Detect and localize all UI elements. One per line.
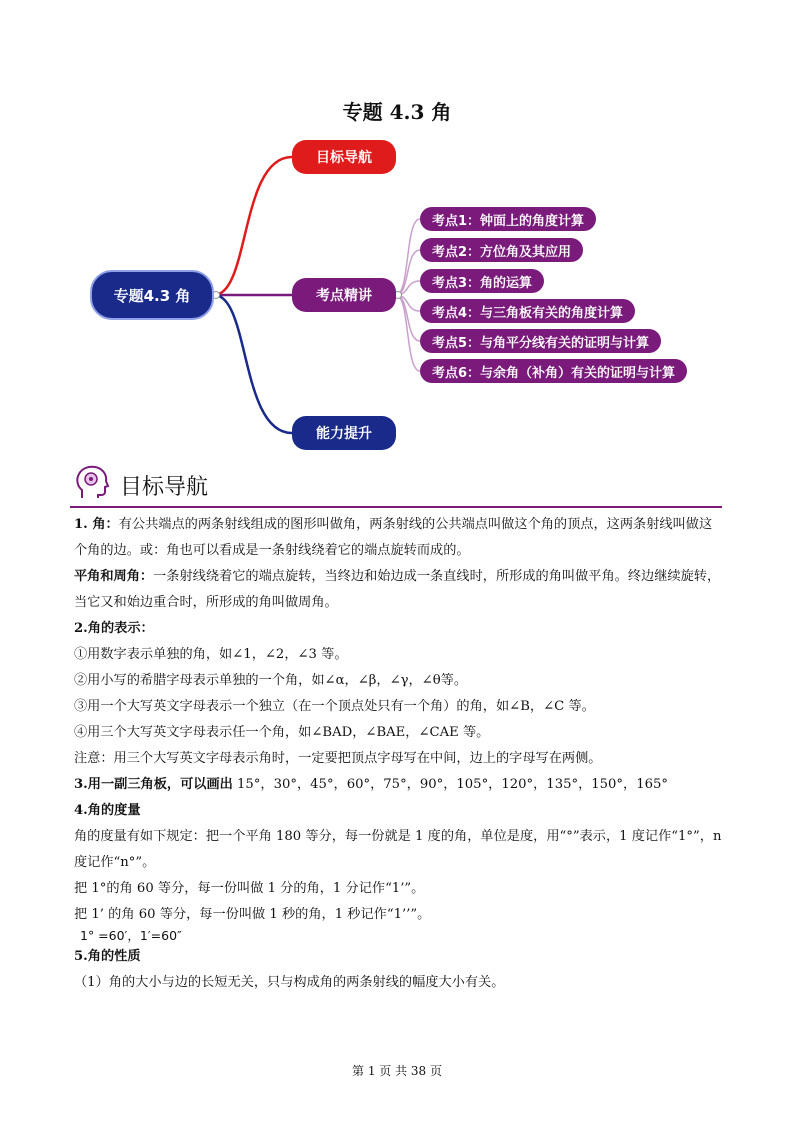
section-title: 目标导航 — [120, 475, 209, 500]
notation-note: 注意：用三个大写英文字母表示角时，一定要把顶点字母写在中间，边上的字母写在两侧。 — [74, 751, 602, 766]
triangle-rulers-values: 15°，30°，45°，60°，75°，90°，105°，120°，135°，150°，165° — [232, 777, 668, 792]
leaf-point-3: 考点3：角的运算 — [420, 269, 544, 293]
notation-item-1: ①用数字表示单独的角，如∠1，∠2，∠3 等。 — [74, 647, 348, 662]
straight-round-angle-text: 一条射线绕着它的端点旋转，当终边和始边成一条直线时，所形成的角叫做平角。终边继续旋转，当它又和始边重合时，所形成的角叫做周角。 — [74, 569, 721, 610]
branch-target-nav: 目标导航 — [292, 140, 396, 174]
leaf-point-1: 考点1：钟面上的角度计算 — [420, 207, 596, 231]
paragraph-straight-round-angle — [74, 564, 724, 616]
property-1: （1）角的大小与边的长短无关，只与构成角的两条射线的幅度大小有关。 — [74, 975, 505, 990]
mind-map — [0, 130, 794, 460]
brain-head-icon — [74, 464, 110, 502]
notation-item-3: ③用一个大写英文字母表示一个独立（在一个顶点处只有一个角）的角，如∠B，∠C 等。 — [74, 699, 595, 714]
paragraph-angle-definition — [74, 512, 724, 564]
leaf-point-6: 考点6：与余角（补角）有关的证明与计算 — [420, 359, 687, 383]
notation-item-4: ④用三个大写英文字母表示任一个角，如∠BAD，∠BAE，∠CAE 等。 — [74, 725, 490, 740]
mindmap-root: 专题4.3 角 — [90, 270, 214, 320]
term-angle: 1. 角： — [74, 517, 119, 532]
section-header — [70, 462, 722, 508]
leaf-point-5: 考点5：与角平分线有关的证明与计算 — [420, 329, 661, 353]
triangle-rulers-label: 3.用一副三角板，可以画出 — [74, 777, 233, 792]
branch-key-points: 考点精讲 — [292, 278, 396, 312]
heading-angle-notation: 2.角的表示： — [74, 621, 154, 636]
leaf-point-4: 考点4：与三角板有关的角度计算 — [420, 299, 635, 323]
heading-triangle-rulers — [74, 772, 724, 798]
branch-ability: 能力提升 — [292, 416, 396, 450]
page-title: 专题 4.3 角 — [342, 100, 452, 124]
heading-angle-properties: 5.角的性质 — [74, 949, 141, 964]
page-footer: 第 1 页 共 38 页 — [352, 1064, 442, 1078]
leaf-point-2: 考点2：方位角及其应用 — [420, 238, 583, 262]
measure-rule-degree: 角的度量有如下规定：把一个平角 180 等分，每一份就是 1 度的角，单位是度，用“°”表示，1 度记作“1°”，n 度记作“n°”。 — [74, 829, 722, 870]
angle-definition-text: 有公共端点的两条射线组成的图形叫做角，两条射线的公共端点叫做这个角的顶点，这两条射线叫做这个角的边。或：角也可以看成是一条射线绕着它的端点旋转而成的。 — [74, 517, 713, 558]
measure-rule-minute: 把 1°的角 60 等分，每一份叫做 1 分的角，1 分记作“1’”。 — [74, 881, 425, 896]
measure-rule-second: 把 1’ 的角 60 等分，每一份叫做 1 秒的角，1 秒记作“1’’”。 — [74, 907, 431, 922]
unit-conversion: 1° =60′，1′=60″ — [80, 928, 182, 943]
notation-item-2: ②用小写的希腊字母表示单独的一个角，如∠α，∠β，∠γ，∠θ等。 — [74, 673, 468, 688]
content-body — [74, 512, 724, 996]
heading-angle-measure: 4.角的度量 — [74, 803, 141, 818]
term-straight-round-angle: 平角和周角： — [74, 569, 154, 584]
